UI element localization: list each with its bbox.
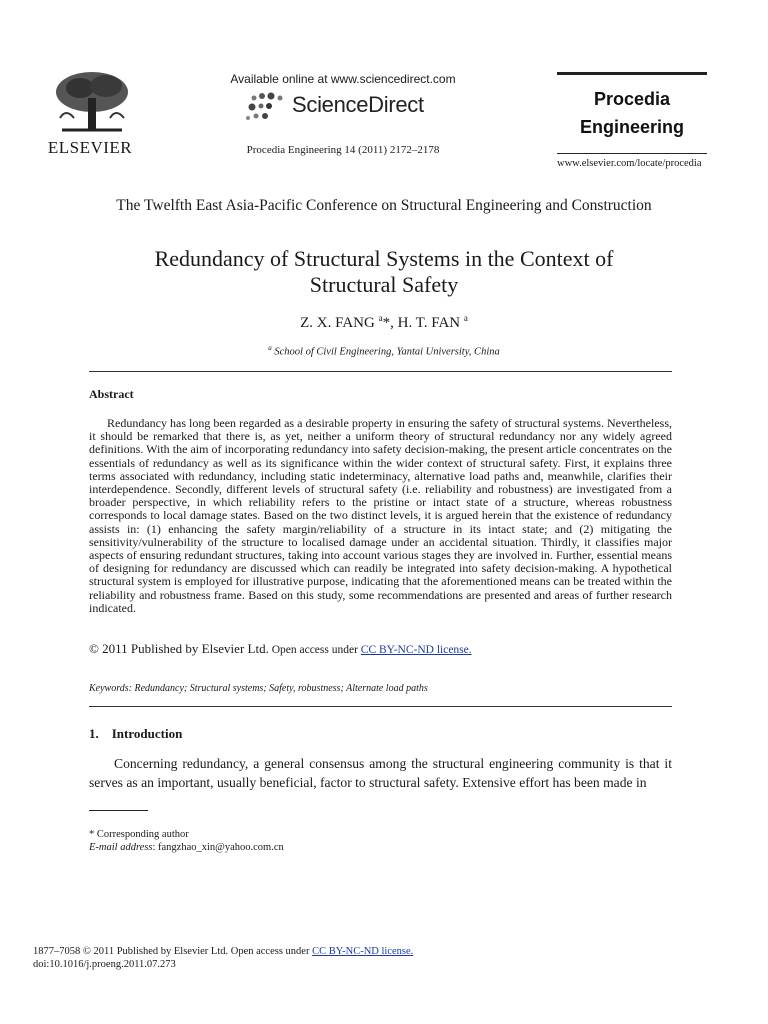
paper-title-line1: Redundancy of Structural Systems in the Context of xyxy=(154,246,614,271)
conference-name: The Twelfth East Asia-Pacific Conference on Structural Engineering and Construction xyxy=(116,197,652,214)
corresponding-author-note: * Corresponding author xyxy=(89,829,189,840)
elsevier-tree-logo xyxy=(52,68,132,138)
elsevier-wordmark: ELSEVIER xyxy=(47,138,133,157)
paper-title-line2: Structural Safety xyxy=(309,272,459,297)
affiliation xyxy=(90,344,678,358)
footnote xyxy=(89,828,284,854)
available-online-text: Available online at www.sciencedirect.com xyxy=(230,72,456,86)
divider xyxy=(89,371,672,372)
author-list xyxy=(90,313,678,332)
footnote-divider xyxy=(89,810,148,811)
license-link[interactable]: CC BY-NC-ND license. xyxy=(360,644,472,656)
introduction-body: Concerning redundancy, a general consensus among the structural engineering community is that it serves as an important, usually beneficial, factor to structural safety. Extensive effort has been made in xyxy=(89,756,672,790)
affiliation-marker: a xyxy=(268,344,272,352)
email-address[interactable]: : fangzhao_xin@yahoo.com.cn xyxy=(152,842,284,853)
author-name: Z. X. FANG xyxy=(300,315,375,331)
email-label: E-mail address xyxy=(89,842,153,853)
abstract-heading: Abstract xyxy=(89,387,134,401)
open-access-text: Open access under xyxy=(268,644,361,656)
journal-url-link[interactable]: www.elsevier.com/locate/procedia xyxy=(557,158,702,169)
email-line xyxy=(89,841,284,854)
copyright-text: © 2011 Published by Elsevier Ltd. xyxy=(89,641,269,656)
keywords: Keywords: Redundancy; Structural systems; Safety, robustness; Alternate load paths xyxy=(89,683,428,694)
issn-line xyxy=(33,945,413,958)
page-footer xyxy=(33,945,413,971)
copyright-line xyxy=(89,641,672,657)
journal-title-line1: Procedia xyxy=(593,89,671,109)
journal-title-box xyxy=(557,72,707,154)
divider xyxy=(89,706,672,707)
journal-reference: Procedia Engineering 14 (2011) 2172–2178 xyxy=(246,144,440,156)
abstract-body: Redundancy has long been regarded as a desirable property in ensuring the safety of structural systems. Nevertheless, it should be remarked that there is, as yet, neither a uniform theory of structural redundancy nor any widely agreed definitions. With the aim of incorporating redundancy into safety decision-making, the present article concentrates on the essentials of redundancy as well as its significance within the wider context of structural safety. First, it explains three terms associated with redundancy, including static indeterminacy, alternative load paths and, meanwhile, clarifies their interdependence. Secondly, different levels of structural safety (i.e. reliability and robustness) are investigated from a broader perspective, in which reliability refers to the pristine or intact state of a structure, whereas robustness corresponds to local damage states. Based on the two distinct levels, it is argued herein that the existence of redundancy assists in: (1) enhancing the safety margin/reliability of a structure in its intact state; and (2) mitigating the sensitivity/vulnerability of the structure to localised damage under an accidental situation. Thirdly, it classifies major aspects of ensuring redundant structures, taking into account various stages they are involved in. Further, essential means of designing for redundancy are discussed which can readily be integrated into safety decision-making. A hypothetical structural system is employed for illustrative purpose, indicating that the aforementioned means can be treated within the reliability and robustness frame. Based on this study, some recommendations are presented and areas of further research indicated. xyxy=(89,416,672,615)
affiliation-text: School of Civil Engineering, Yantai University, China xyxy=(271,346,500,358)
doi[interactable]: doi:10.1016/j.proeng.2011.07.273 xyxy=(33,959,176,970)
author-name: H. T. FAN xyxy=(397,315,461,331)
affiliation-marker: a xyxy=(378,313,383,323)
sciencedirect-wordmark[interactable]: ScienceDirect xyxy=(292,92,424,117)
issn-text: 1877–7058 © 2011 Published by Elsevier Ltd. Open access under xyxy=(33,946,313,957)
footer-license-link[interactable]: CC BY-NC-ND license. xyxy=(312,946,414,957)
section-heading-introduction: 1. Introduction xyxy=(89,726,183,741)
corresponding-marker: *, xyxy=(382,315,398,331)
paper-title xyxy=(90,246,678,298)
affiliation-marker: a xyxy=(463,313,468,323)
journal-title-line2: Engineering xyxy=(579,117,684,137)
